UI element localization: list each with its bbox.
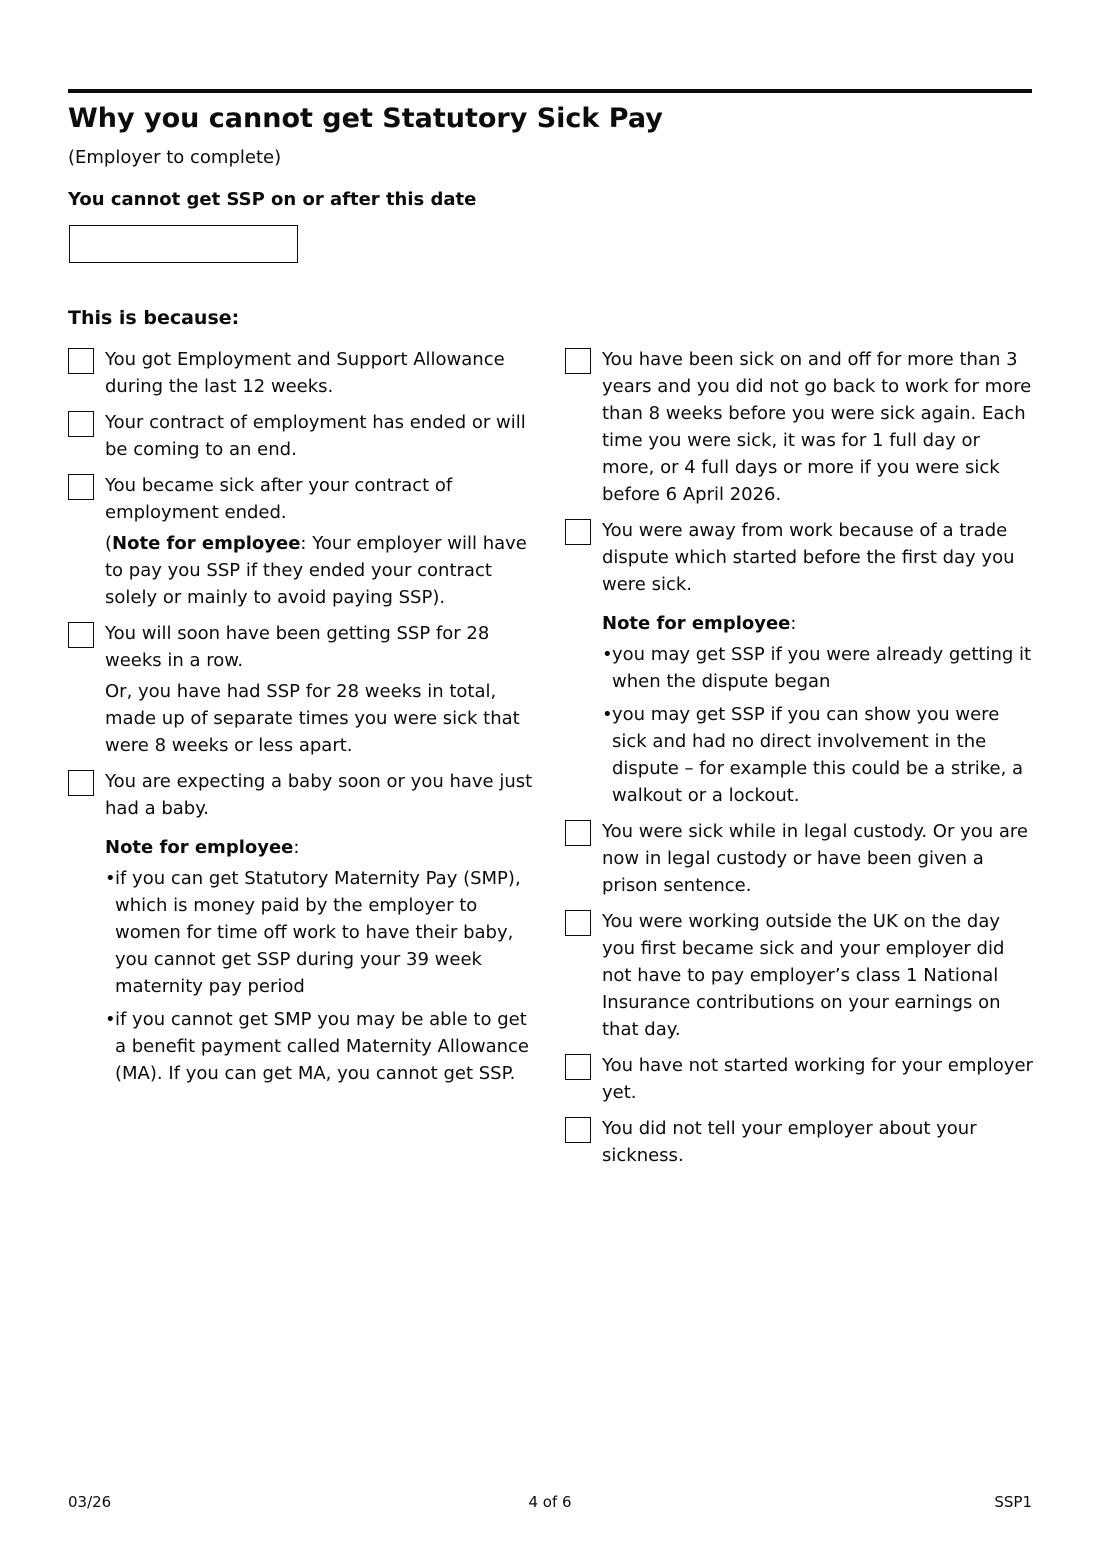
reason-28-weeks-label: You will soon have been getting SSP for 28 weeks in a row. [105,623,490,671]
reason-outside-uk-label: You were working outside the UK on the day you first became sick and your employer did not have to pay employer’s class 1 National Insurance contributions on your earnings on that day. [602,911,1005,1040]
reason-esa-label: You got Employment and Support Allowance during the last 12 weeks. [105,349,505,397]
right-column [565,346,1035,1178]
reason-baby [68,768,542,1087]
reason-28-weeks-checkbox[interactable] [68,622,94,648]
reason-baby-label: You are expecting a baby soon or you have just had a baby. [105,771,533,819]
reason-28-weeks [68,620,542,759]
reason-sick-after-contract-checkbox[interactable] [68,474,94,500]
employee-note: (Note for employee: Your employer will have to pay you SSP if they ended your contract solely or mainly to avoid paying SSP). [105,533,527,608]
reason-trade-dispute [565,517,1035,809]
dispute-bullets [602,641,1035,809]
reason-sick-after-contract-label: You became sick after your contract of employment ended. [105,475,453,523]
reason-outside-uk [565,908,1035,1043]
reason-legal-custody [565,818,1035,899]
reason-legal-custody-checkbox[interactable] [565,820,591,846]
reason-not-started [565,1052,1035,1106]
reason-baby-checkbox[interactable] [68,770,94,796]
page-title: Why you cannot get Statutory Sick Pay [68,103,663,134]
list-item: • you may get SSP if you were already getting it when the dispute began [602,641,1035,695]
top-rule [68,89,1032,93]
footer-date-code: 03/26 [68,1493,112,1511]
reason-trade-dispute-label: You were away from work because of a trade dispute which started before the first day you were sick. [602,520,1015,595]
list-item: • if you cannot get SMP you may be able to get a benefit payment called Maternity Allowance (MA). If you can get MA, you cannot get SSP. [105,1006,542,1087]
reason-contract-ended [68,409,542,463]
reason-not-started-label: You have not started working for your employer yet. [602,1055,1033,1103]
because-heading: This is because: [68,307,240,329]
reason-three-years [565,346,1035,508]
list-item: • if you can get Statutory Maternity Pay (SMP), which is money paid by the employer to women for time off work to have their baby, you cannot get SSP during your 39 week maternity pay period [105,865,542,1000]
reason-not-started-checkbox[interactable] [565,1054,591,1080]
note-heading: Note for employee [112,533,301,554]
footer-page-number: 4 of 6 [528,1493,572,1511]
reason-28-weeks-detail: Or, you have had SSP for 28 weeks in total, made up of separate times you were sick that were 8 weeks or less apart. [105,681,520,756]
reason-legal-custody-label: You were sick while in legal custody. Or you are now in legal custody or have been given a prison sentence. [602,821,1028,896]
reason-not-told-checkbox[interactable] [565,1117,591,1143]
reason-contract-ended-checkbox[interactable] [68,411,94,437]
note-heading: Note for employee: [602,613,797,634]
reason-contract-ended-label: Your contract of employment has ended or will be coming to an end. [105,412,526,460]
reason-three-years-label: You have been sick on and off for more than 3 years and you did not go back to work for more than 8 weeks before you were sick again. Each time you were sick, it was for 1 full day or more, or 4 full days or more if you were sick before 6 April 2026. [602,349,1032,505]
left-column [68,346,542,1096]
reason-esa-checkbox[interactable] [68,348,94,374]
reason-outside-uk-checkbox[interactable] [565,910,591,936]
list-item: • you may get SSP if you can show you were sick and had no direct involvement in the dispute – for example this could be a strike, a walkout or a lockout. [602,701,1035,809]
maternity-bullets [105,865,542,1087]
date-field-label: You cannot get SSP on or after this date [68,189,477,210]
reason-three-years-checkbox[interactable] [565,348,591,374]
page-subtitle: (Employer to complete) [68,147,282,168]
footer-form-code: SSP1 [994,1493,1032,1511]
reason-not-told [565,1115,1035,1169]
reason-trade-dispute-checkbox[interactable] [565,519,591,545]
note-heading: Note for employee: [105,837,300,858]
reason-sick-after-contract [68,472,542,611]
reason-not-told-label: You did not tell your employer about your sickness. [602,1118,977,1166]
date-input[interactable] [69,225,298,263]
reason-esa [68,346,542,400]
